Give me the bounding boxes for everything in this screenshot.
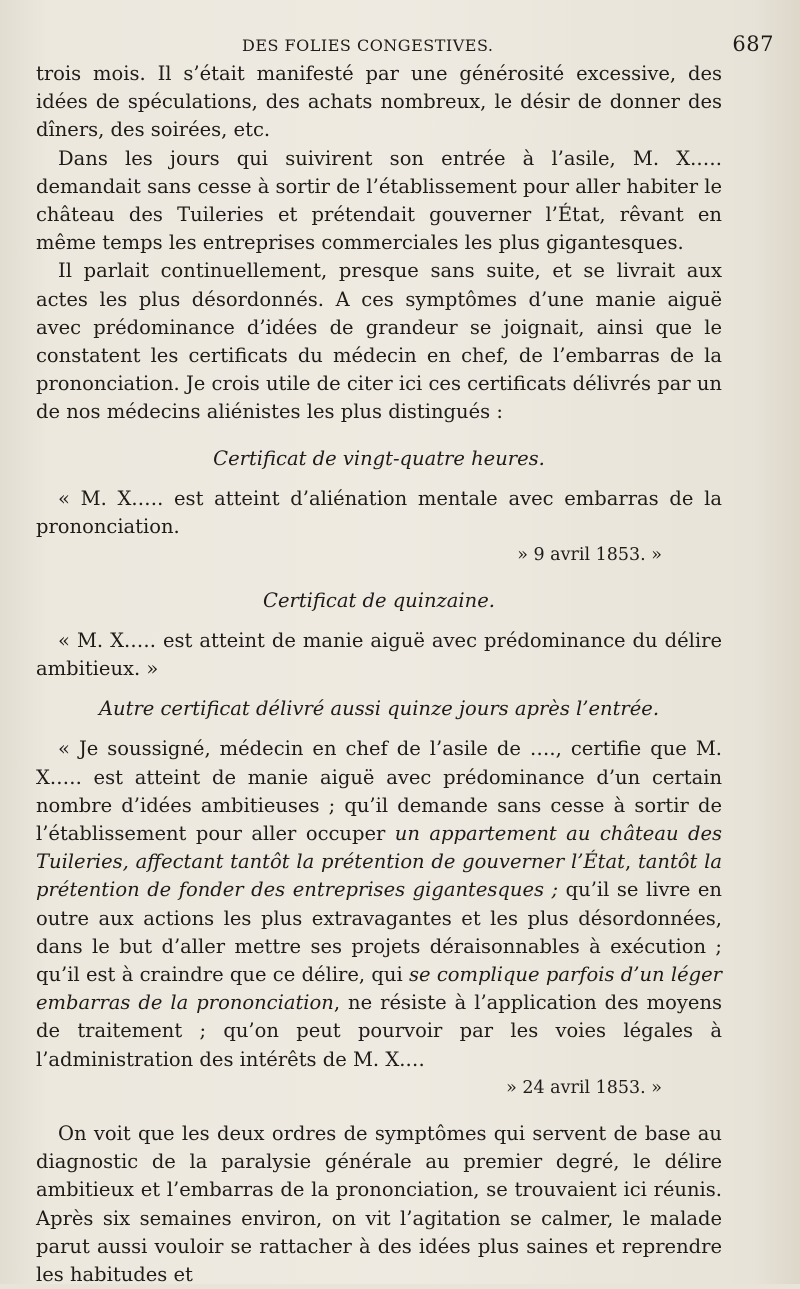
certificate-3-date: » 24 avril 1853. » — [506, 1077, 662, 1098]
certificate-1-date: » 9 avril 1853. » — [517, 545, 662, 566]
certificate-3-italic-3: se complique parfois d’un léger embarras de la prononciation — [36, 963, 722, 1015]
certificate-3-text-part-4: , ne résiste à l’application des moyens de traitement ; qu’on peut pourvoir par les voies légales à l’administration des intérêts de M. X.… — [36, 991, 723, 1071]
running-head — [36, 32, 774, 60]
certificate-3-italic-2: tantôt la prétention de fonder des entreprises gigantesques ; — [36, 850, 722, 902]
certificate-1-heading: Certificat de vingt-quatre heures. — [213, 446, 545, 470]
paragraph-1: trois mois. Il s’était manifesté par une générosité excessive, des idées de spéculations, des achats nombreux, le désir de donner des dîners, des soirées, etc. — [36, 62, 722, 142]
paragraph-2: Dans les jours qui suivirent son entrée à l’asile, M. X.…. demandait sans cesse à sortir de l’établissement pour aller habiter le château des Tuileries et prétendait gouverner l’État, rêvant en même temps les entreprises commerciales les plus gigantesques. — [36, 146, 723, 255]
certificate-3-heading: Autre certificat délivré aussi quinze jours après l’entrée. — [98, 697, 660, 721]
paragraph-3: Il parlait continuellement, presque sans suite, et se livrait aux actes les plus désordonnés. A ces symptômes d’une manie aiguë avec prédominance d’idées de grandeur se joignait, ainsi que le constatent les certificats du médecin en chef, de l’embarras de la prononciation. Je crois utile de citer ici ces certificats délivrés par un de nos médecins aliénistes les plus distingués : — [36, 259, 722, 424]
certificate-2-heading: Certificat de quinzaine. — [263, 589, 495, 613]
conclusion-paragraph: On voit que les deux ordres de symptômes qui servent de base au diagnostic de la paralysie générale au premier degré, le délire ambitieux et l’embarras de la prononciation, se trouvaient ici réunis. Après six semaines environ, on vit l’agitation se calmer, le malade parut aussi vouloir se rattacher à des idées plus saines et reprendre les habitudes et — [36, 1121, 722, 1286]
certificate-3-text — [36, 735, 722, 1073]
certificate-2-text: « M. X.…. est atteint de manie aiguë avec prédominance du délire ambitieux. » — [36, 629, 722, 681]
running-head-title: DES FOLIES CONGESTIVES. — [242, 36, 494, 55]
certificate-1-text: « M. X.…. est atteint d’aliénation mentale avec embarras de la prononciation. — [36, 486, 722, 538]
certificate-3-text-part-2: , — [624, 850, 638, 874]
certificate-3-text-part-1: « Je soussigné, médecin en chef de l’asile de …., certifie que M. X.…. est atteint de manie aiguë avec prédominance d’un certain nombre d’idées ambitieuses ; qu’il demande sans cesse à sortir de l’établissement pour aller occuper — [36, 737, 722, 846]
certificate-3-text-part-3: qu’il se livre en outre aux actions les plus extravagantes et les plus désordonnées, dans le but d’aller mettre ses projets déraisonnables à exécution ; qu’il est à craindre que ce délire, qui — [36, 878, 722, 987]
certificate-3-italic-1: un appartement au château des Tuileries, affectant tantôt la prétention de gouverner l’État — [36, 822, 722, 874]
page-number: 687 — [732, 32, 774, 56]
